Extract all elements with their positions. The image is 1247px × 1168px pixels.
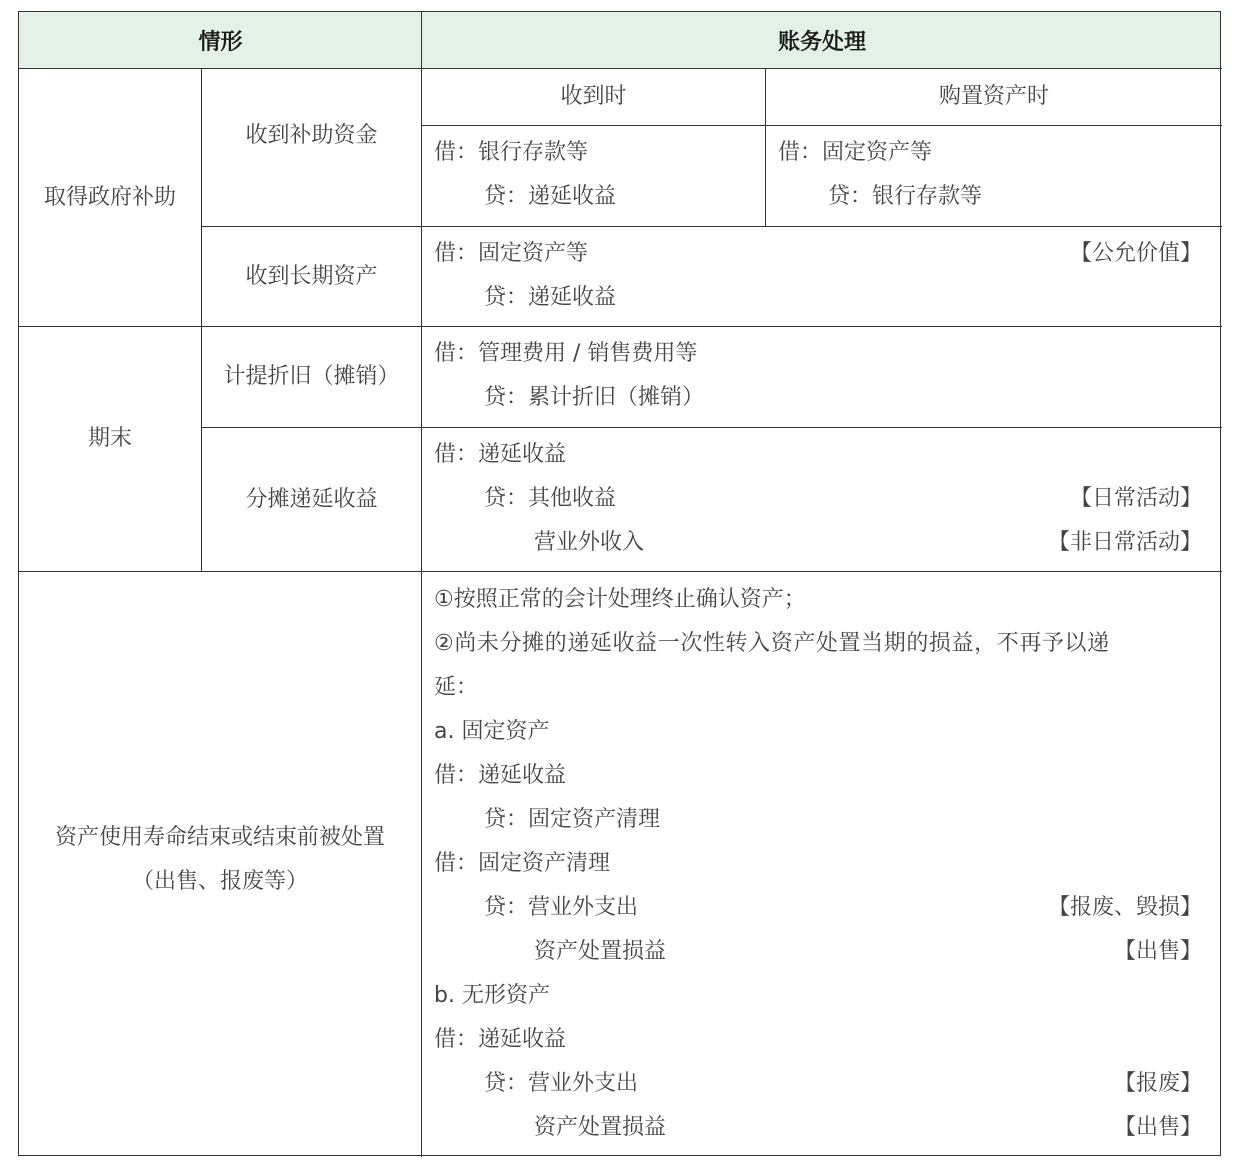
entry-note: 【出售】: [1113, 939, 1202, 964]
section-subtitle: （出售、报废等）: [131, 868, 308, 894]
entry-debit: 借：递延收益: [434, 1027, 567, 1052]
sub-amortize-deferred-income: 分摊递延收益: [245, 486, 378, 512]
entry-note: 【出售】: [1113, 1115, 1202, 1140]
entry-note: 【公允价值】: [1069, 241, 1202, 266]
entry-debit: 借：管理费用 / 销售费用等: [434, 341, 698, 366]
section-title: 资产使用寿命结束或结束前被处置: [54, 824, 385, 850]
col-purchase-time: 购置资产时: [938, 84, 1049, 109]
entry-credit: 资产处置损益: [534, 939, 667, 964]
subsection-title: b. 无形资产: [434, 983, 550, 1008]
entry-credit: 贷：银行存款等: [828, 184, 983, 209]
paragraph: ①按照正常的会计处理终止确认资产；: [434, 587, 806, 612]
sub-receive-long-term-asset: 收到长期资产: [245, 263, 378, 289]
col-receive-time: 收到时: [560, 84, 627, 109]
entry-credit: 贷：累计折旧（摊销）: [484, 385, 705, 410]
entry-credit: 营业外收入: [534, 530, 645, 555]
sub-depreciation: 计提折旧（摊销）: [223, 364, 400, 389]
entry-note: 【报废、毁损】: [1047, 895, 1202, 920]
entry-credit: 资产处置损益: [534, 1115, 667, 1140]
entry-credit: 贷：营业外支出: [484, 1071, 639, 1096]
entry-credit: 贷：固定资产清理: [484, 807, 661, 832]
entry-credit: 贷：营业外支出: [484, 895, 639, 920]
entry-note: 【日常活动】: [1069, 486, 1202, 511]
divider: [421, 12, 422, 1157]
entry-debit: 借：递延收益: [434, 442, 567, 467]
entry-note: 【报废】: [1113, 1071, 1202, 1096]
header-accounting: 账务处理: [777, 29, 866, 55]
subsection-title: a. 固定资产: [434, 719, 550, 744]
sub-receive-funds: 收到补助资金: [245, 122, 378, 148]
entry-debit: 借：固定资产等: [778, 140, 933, 165]
entry-credit: 贷：递延收益: [484, 184, 617, 209]
entry-debit: 借：银行存款等: [434, 140, 589, 165]
paragraph: ②尚未分摊的递延收益一次性转入资产处置当期的损益，不再予以递: [434, 631, 1110, 656]
section-obtain-subsidy: 取得政府补助: [43, 184, 176, 210]
accounting-table: [18, 11, 1221, 1156]
header-situation: 情形: [198, 29, 243, 55]
entry-debit: 借：递延收益: [434, 763, 567, 788]
divider: [422, 125, 1222, 126]
entry-debit: 借：固定资产清理: [434, 851, 611, 876]
entry-note: 【非日常活动】: [1047, 530, 1202, 555]
entry-credit: 贷：递延收益: [484, 285, 617, 310]
entry-debit: 借：固定资产等: [434, 241, 589, 266]
section-period-end: 期末: [87, 426, 132, 451]
section-asset-disposal: [19, 572, 421, 1157]
entry-credit: 贷：其他收益: [484, 486, 617, 511]
paragraph: 延：: [434, 675, 479, 700]
